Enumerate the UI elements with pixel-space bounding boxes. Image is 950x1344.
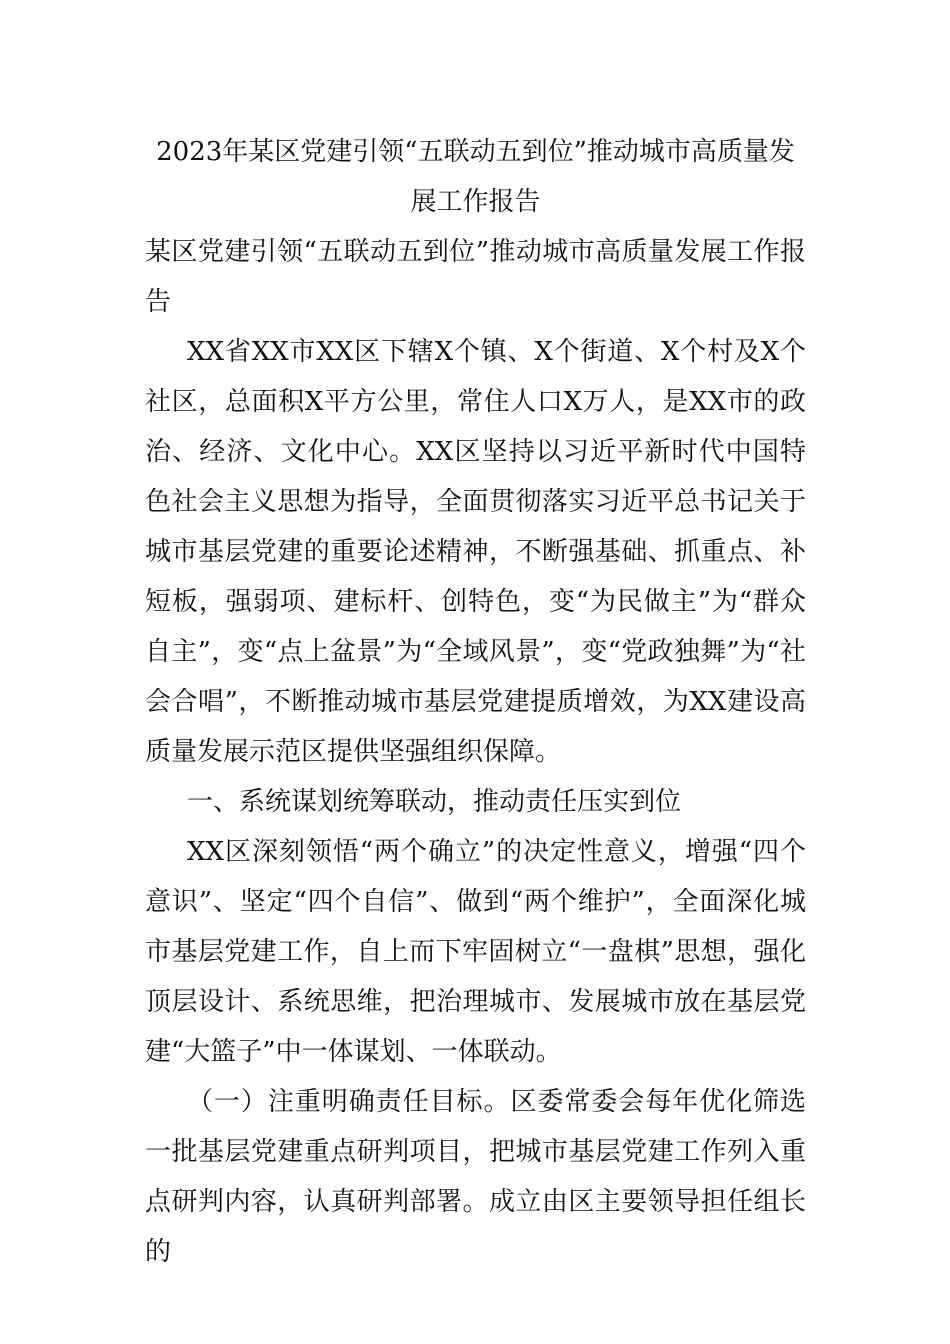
section-heading-1: 一、系统谋划统筹联动，推动责任压实到位 [187,787,682,817]
document-title: 2023年某区党建引领“五联动五到位”推动城市高质量发展工作报告 [156,137,795,217]
paragraph-section-1: XX区深刻领悟“两个确立”的决定性意义，增强“四个意识”、坚定“四个自信”、做到“两个维护”，全面深化城市基层党建工作，自上而下牢固树立“一盘棋”思想，强化顶层设计、系统思维，把治理城市、发展城市放在基层党建“大篮子”中一体谋划、一体联动。 [145,837,806,1067]
document-subtitle: 某区党建引领“五联动五到位”推动城市高质量发展工作报告 [145,237,806,317]
paragraph-intro: XX省XX市XX区下辖X个镇、X个街道、X个村及X个社区，总面积X平方公里，常住人口X万人，是XX市的政治、经济、文化中心。XX区坚持以习近平新时代中国特色社会主义思想为指导，全面贯彻落实习近平总书记关于城市基层党建的重要论述精神，不断强基础、抓重点、补短板，强弱项、建标杆、创特色，变“为民做主”为“群众自主”，变“点上盆景”为“全域风景”，变“党政独舞”为“社会合唱”，不断推动城市基层党建提质增效，为XX建设高质量发展示范区提供坚强组织保障。 [145,337,806,767]
document-body [145,127,806,1277]
paragraph-subsection-1: （一）注重明确责任目标。区委常委会每年优化筛选一批基层党建重点研判项目，把城市基层党建工作列入重点研判内容，认真研判部署。成立由区主要领导担任组长的 [145,1087,806,1267]
